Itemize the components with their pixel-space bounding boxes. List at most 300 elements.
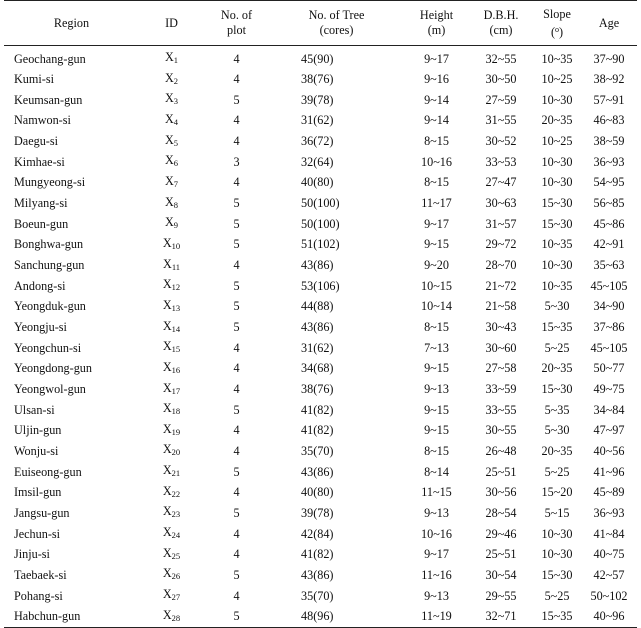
cell-plot-count: 5 (233, 216, 240, 231)
cell-age: 38~92 (593, 72, 625, 87)
cell-height: 8~15 (424, 320, 449, 335)
id-letter: X (164, 132, 174, 147)
cell-tree-count: 40(80) (301, 175, 334, 190)
id-subscript: 7 (173, 178, 179, 189)
id-letter: X (162, 339, 172, 354)
cell-id (139, 565, 204, 586)
cell-slope: 10~30 (541, 547, 573, 562)
header-age: Age (598, 15, 620, 30)
table-row (4, 524, 637, 545)
cell-age: 34~90 (593, 299, 625, 314)
cell-id (139, 503, 204, 524)
cell-height: 11~15 (421, 485, 452, 500)
id-letter: X (164, 153, 174, 168)
id-subscript: 3 (173, 96, 179, 107)
cell-tree-count: 38(76) (301, 72, 334, 87)
cell-age: 41~96 (593, 464, 625, 479)
cell-height: 9~13 (424, 588, 449, 603)
cell-region: Milyang-si (14, 196, 68, 211)
id-subscript: 21 (171, 468, 181, 479)
id-subscript: 1 (173, 55, 179, 65)
cell-region: Habchun-gun (14, 609, 81, 624)
cell-region: Yeongju-si (14, 320, 67, 335)
id-letter: X (162, 421, 172, 436)
cell-dbh: 27~58 (485, 361, 517, 376)
cell-id (139, 545, 204, 566)
id-letter: X (162, 297, 172, 312)
cell-slope: 10~35 (541, 51, 573, 66)
cell-id (139, 359, 204, 380)
cell-tree-count: 42(84) (301, 526, 334, 541)
cell-dbh: 31~57 (485, 216, 517, 231)
cell-id (139, 256, 204, 277)
cell-region: Kumi-si (14, 72, 54, 87)
table-row (4, 359, 637, 380)
cell-region: Yeongchun-si (14, 340, 82, 355)
cell-dbh: 30~60 (485, 340, 517, 355)
cell-dbh: 32~55 (485, 51, 517, 66)
cell-slope: 10~30 (541, 175, 573, 190)
cell-id (139, 441, 204, 462)
cell-id (139, 194, 204, 215)
table-row (4, 297, 637, 318)
id-subscript: 9 (173, 220, 179, 231)
id-letter: X (164, 70, 174, 85)
cell-height: 8~15 (424, 175, 449, 190)
cell-id (139, 524, 204, 545)
cell-region: Ulsan-si (14, 402, 55, 417)
cell-height: 7~13 (424, 340, 449, 355)
cell-region: Jangsu-gun (14, 505, 70, 520)
cell-dbh: 32~71 (485, 609, 517, 624)
id-subscript: 18 (171, 406, 181, 417)
cell-age: 37~90 (593, 51, 625, 66)
cell-dbh: 28~54 (485, 505, 517, 520)
cell-dbh: 30~56 (485, 485, 517, 500)
cell-id (139, 400, 204, 421)
id-subscript: 28 (171, 612, 181, 623)
id-subscript: 6 (173, 158, 179, 169)
cell-dbh: 29~55 (485, 588, 517, 603)
id-subscript: 11 (171, 261, 180, 272)
id-subscript: 23 (171, 509, 181, 520)
cell-region: Namwon-si (14, 113, 71, 128)
cell-plot-count: 4 (233, 175, 240, 190)
id-subscript: 12 (171, 282, 181, 293)
id-letter: X (162, 545, 172, 560)
cell-id (139, 111, 204, 132)
id-letter: X (162, 463, 172, 478)
cell-tree-count: 35(70) (301, 588, 334, 603)
cell-age: 42~91 (593, 237, 625, 252)
cell-slope: 10~30 (541, 154, 573, 169)
cell-age: 46~83 (593, 113, 625, 128)
cell-dbh: 25~51 (485, 547, 517, 562)
cell-tree-count: 50(100) (301, 196, 340, 211)
cell-age: 47~97 (593, 423, 625, 438)
cell-id (139, 380, 204, 401)
cell-slope: 10~25 (541, 72, 573, 87)
cell-id (139, 235, 204, 256)
cell-dbh: 30~43 (485, 320, 517, 335)
id-letter: X (162, 235, 172, 250)
cell-tree-count: 32(64) (301, 154, 334, 169)
cell-region: Jinju-si (14, 547, 50, 562)
table-row (4, 400, 637, 421)
id-letter: X (162, 401, 172, 416)
cell-slope: 5~30 (544, 299, 570, 314)
cell-height: 9~15 (424, 402, 449, 417)
cell-tree-count: 41(82) (301, 423, 334, 438)
cell-height: 9~16 (424, 72, 449, 87)
cell-height: 10~14 (421, 299, 452, 314)
cell-region: Sanchung-gun (14, 258, 85, 273)
cell-height: 9~15 (424, 423, 449, 438)
header-plot: No. of plot (220, 8, 253, 37)
cell-tree-count: 41(82) (301, 547, 334, 562)
cell-plot-count: 4 (233, 361, 240, 376)
table-row (4, 194, 637, 215)
cell-tree-count: 43(86) (301, 567, 334, 582)
cell-tree-count: 31(62) (301, 340, 334, 355)
table-row (4, 90, 637, 111)
table-row (4, 111, 637, 132)
cell-tree-count: 45(90) (301, 51, 334, 66)
cell-height: 10~16 (421, 526, 452, 541)
id-letter: X (162, 525, 172, 540)
cell-region: Geochang-gun (14, 51, 86, 66)
id-subscript: 20 (171, 447, 181, 458)
cell-dbh: 33~59 (485, 382, 517, 396)
id-letter: X (162, 442, 172, 457)
cell-tree-count: 34(68) (301, 361, 334, 376)
table-body (4, 46, 637, 628)
cell-height: 8~14 (424, 464, 449, 479)
cell-age: 50~77 (593, 361, 625, 376)
cell-id (139, 297, 204, 318)
cell-height: 9~14 (424, 113, 449, 128)
cell-age: 45~89 (593, 485, 625, 500)
id-subscript: 2 (173, 75, 179, 86)
cell-plot-count: 5 (233, 464, 240, 479)
cell-age: 38~59 (593, 134, 625, 149)
id-subscript: 27 (171, 592, 181, 603)
cell-region: Keumsan-gun (14, 92, 83, 107)
cell-age: 42~57 (593, 567, 625, 582)
cell-plot-count: 4 (233, 485, 240, 500)
cell-dbh: 21~72 (485, 278, 517, 293)
cell-id (139, 483, 204, 504)
cell-id (139, 318, 204, 339)
table-row (4, 256, 637, 277)
id-letter: X (162, 587, 172, 602)
cell-id (139, 338, 204, 359)
cell-tree-count: 53(106) (301, 278, 340, 293)
table-row (4, 586, 637, 607)
cell-plot-count: 5 (233, 320, 240, 335)
cell-plot-count: 5 (233, 567, 240, 582)
cell-age: 45~105 (590, 278, 628, 293)
id-letter: X (164, 111, 174, 126)
cell-plot-count: 4 (233, 340, 240, 355)
table-row (4, 441, 637, 462)
cell-plot-count: 4 (233, 423, 240, 438)
cell-slope: 15~30 (541, 567, 573, 582)
cell-dbh: 30~50 (485, 72, 517, 87)
id-subscript: 22 (171, 488, 181, 499)
cell-plot-count: 3 (233, 154, 240, 169)
cell-age: 40~96 (593, 609, 625, 624)
cell-tree-count: 40(80) (301, 485, 334, 500)
cell-age: 50~102 (590, 588, 628, 603)
cell-slope: 10~30 (541, 526, 573, 541)
cell-dbh: 21~58 (485, 299, 517, 314)
table-row (4, 565, 637, 586)
cell-age: 57~91 (593, 92, 625, 107)
cell-id (139, 276, 204, 297)
id-subscript: 17 (171, 385, 181, 396)
cell-region: Imsil-gun (14, 485, 62, 500)
cell-slope: 10~35 (541, 278, 573, 293)
cell-height: 8~15 (424, 443, 449, 458)
table-row (4, 380, 637, 401)
cell-dbh: 30~54 (485, 567, 517, 582)
id-letter: X (164, 50, 174, 64)
cell-tree-count: 44(88) (301, 299, 334, 314)
id-subscript: 5 (173, 137, 179, 148)
cell-tree-count: 35(70) (301, 443, 334, 458)
id-letter: X (164, 91, 174, 106)
cell-plot-count: 5 (233, 92, 240, 107)
cell-slope: 10~25 (541, 134, 573, 149)
cell-plot-count: 4 (233, 382, 240, 396)
cell-slope: 5~25 (544, 464, 570, 479)
cell-dbh: 33~55 (485, 402, 517, 417)
table-header (4, 1, 637, 46)
cell-region: Mungyeong-si (14, 175, 86, 190)
cell-tree-count: 51(102) (301, 237, 340, 252)
cell-height: 9~15 (424, 361, 449, 376)
cell-dbh: 31~55 (485, 113, 517, 128)
cell-height: 11~17 (421, 196, 452, 211)
header-height: Height (m) (419, 8, 454, 37)
id-subscript: 24 (171, 530, 181, 541)
cell-age: 37~86 (593, 320, 625, 335)
cell-slope: 20~35 (541, 113, 573, 128)
header-id: ID (165, 15, 178, 30)
cell-age: 49~75 (593, 382, 625, 396)
cell-plot-count: 4 (233, 526, 240, 541)
cell-region: Jechun-si (14, 526, 61, 541)
cell-tree-count: 38(76) (301, 382, 334, 396)
table-row (4, 214, 637, 235)
id-subscript: 19 (171, 426, 181, 437)
cell-slope: 15~30 (541, 196, 573, 211)
cell-height: 9~13 (424, 382, 449, 396)
header-trees: No. of Tree (cores) (308, 8, 365, 37)
cell-plot-count: 4 (233, 72, 240, 87)
cell-height: 10~15 (421, 278, 452, 293)
id-subscript: 13 (171, 302, 181, 313)
header-row (4, 1, 637, 46)
cell-region: Taebaek-si (14, 567, 67, 582)
id-letter: X (162, 359, 172, 374)
table-row (4, 607, 637, 628)
cell-height: 10~16 (421, 154, 452, 169)
cell-id (139, 214, 204, 235)
cell-age: 45~105 (590, 340, 628, 355)
cell-plot-count: 4 (233, 51, 240, 66)
table-row (4, 503, 637, 524)
id-letter: X (164, 173, 174, 188)
cell-id (139, 462, 204, 483)
cell-id (139, 173, 204, 194)
cell-plot-count: 5 (233, 402, 240, 417)
cell-dbh: 29~72 (485, 237, 517, 252)
id-letter: X (162, 380, 172, 395)
cell-region: Boeun-gun (14, 216, 69, 231)
table-row (4, 70, 637, 91)
cell-slope: 20~35 (541, 361, 573, 376)
cell-tree-count: 50(100) (301, 216, 340, 231)
cell-slope: 5~35 (544, 402, 570, 417)
id-subscript: 10 (171, 240, 181, 251)
cell-dbh: 30~52 (485, 134, 517, 149)
cell-region: Bonghwa-gun (14, 237, 84, 252)
header-dbh: D.B.H. (cm) (483, 8, 519, 37)
cell-tree-count: 43(86) (301, 464, 334, 479)
cell-tree-count: 41(82) (301, 402, 334, 417)
cell-slope: 5~15 (544, 505, 570, 520)
cell-region: Yeongduk-gun (14, 299, 86, 314)
cell-id (139, 421, 204, 442)
cell-region: Pohang-si (14, 588, 63, 603)
cell-height: 9~13 (424, 505, 449, 520)
id-subscript: 14 (171, 323, 181, 334)
cell-slope: 10~30 (541, 92, 573, 107)
cell-dbh: 30~55 (485, 423, 517, 438)
cell-dbh: 29~46 (485, 526, 517, 541)
cell-height: 11~19 (421, 609, 452, 624)
cell-tree-count: 43(86) (301, 320, 334, 335)
cell-id (139, 90, 204, 111)
cell-id (139, 46, 204, 70)
id-letter: X (162, 277, 172, 292)
table-row (4, 276, 637, 297)
cell-slope: 20~35 (541, 443, 573, 458)
cell-plot-count: 4 (233, 547, 240, 562)
cell-slope: 15~35 (541, 609, 573, 624)
cell-id (139, 132, 204, 153)
cell-age: 45~86 (593, 216, 625, 231)
cell-tree-count: 36(72) (301, 134, 334, 149)
cell-plot-count: 4 (233, 113, 240, 128)
table-row (4, 421, 637, 442)
cell-plot-count: 4 (233, 588, 240, 603)
cell-age: 40~75 (593, 547, 625, 562)
cell-dbh: 30~63 (485, 196, 517, 211)
cell-slope: 10~30 (541, 258, 573, 273)
cell-id (139, 586, 204, 607)
id-subscript: 25 (171, 550, 181, 561)
cell-region: Yeongdong-gun (14, 361, 92, 376)
cell-id (139, 152, 204, 173)
cell-tree-count: 43(86) (301, 258, 334, 273)
table-row (4, 46, 637, 70)
cell-slope: 5~25 (544, 340, 570, 355)
table-row (4, 235, 637, 256)
cell-age: 56~85 (593, 196, 625, 211)
id-subscript: 8 (173, 199, 179, 210)
cell-height: 11~16 (421, 567, 452, 582)
cell-tree-count: 39(78) (301, 505, 334, 520)
cell-region: Andong-si (14, 278, 66, 293)
cell-age: 34~84 (593, 402, 625, 417)
cell-dbh: 27~59 (485, 92, 517, 107)
cell-slope: 15~30 (541, 382, 573, 396)
cell-tree-count: 48(96) (301, 609, 334, 624)
cell-age: 35~63 (593, 258, 625, 273)
cell-height: 9~20 (424, 258, 449, 273)
cell-height: 9~17 (424, 216, 449, 231)
cell-age: 41~84 (593, 526, 625, 541)
table-row (4, 462, 637, 483)
table-row (4, 132, 637, 153)
table-row (4, 173, 637, 194)
table-row (4, 318, 637, 339)
header-slope: Slope ($^o$) (543, 6, 571, 39)
cell-slope: 5~25 (544, 588, 570, 603)
cell-plot-count: 5 (233, 609, 240, 624)
cell-slope: 10~35 (541, 237, 573, 252)
cell-tree-count: 31(62) (301, 113, 334, 128)
table-row (4, 545, 637, 566)
cell-plot-count: 4 (233, 443, 240, 458)
table-row (4, 152, 637, 173)
cell-dbh: 26~48 (485, 443, 517, 458)
cell-id (139, 70, 204, 91)
id-letter: X (163, 256, 172, 271)
cell-region: Uljin-gun (14, 423, 62, 438)
cell-age: 36~93 (593, 154, 625, 169)
cell-height: 9~17 (424, 51, 449, 66)
cell-plot-count: 5 (233, 505, 240, 520)
cell-plot-count: 5 (233, 299, 240, 314)
id-letter: X (162, 504, 172, 519)
cell-region: Daegu-si (14, 134, 58, 149)
id-letter: X (162, 318, 172, 333)
cell-age: 40~56 (593, 443, 625, 458)
id-subscript: 26 (171, 571, 181, 582)
cell-tree-count: 39(78) (301, 92, 334, 107)
cell-height: 9~17 (424, 547, 449, 562)
id-subscript: 15 (171, 344, 181, 355)
cell-slope: 15~30 (541, 216, 573, 231)
cell-dbh: 33~53 (485, 154, 517, 169)
cell-region: Euiseong-gun (14, 464, 82, 479)
cell-height: 9~15 (424, 237, 449, 252)
cell-height: 9~14 (424, 92, 449, 107)
cell-plot-count: 5 (233, 196, 240, 211)
cell-slope: 15~35 (541, 320, 573, 335)
id-letter: X (162, 483, 172, 498)
header-region: Region (53, 15, 90, 30)
cell-age: 36~93 (593, 505, 625, 520)
cell-dbh: 27~47 (485, 175, 517, 190)
cell-plot-count: 4 (233, 134, 240, 149)
id-subscript: 4 (173, 116, 179, 127)
id-letter: X (164, 194, 174, 209)
